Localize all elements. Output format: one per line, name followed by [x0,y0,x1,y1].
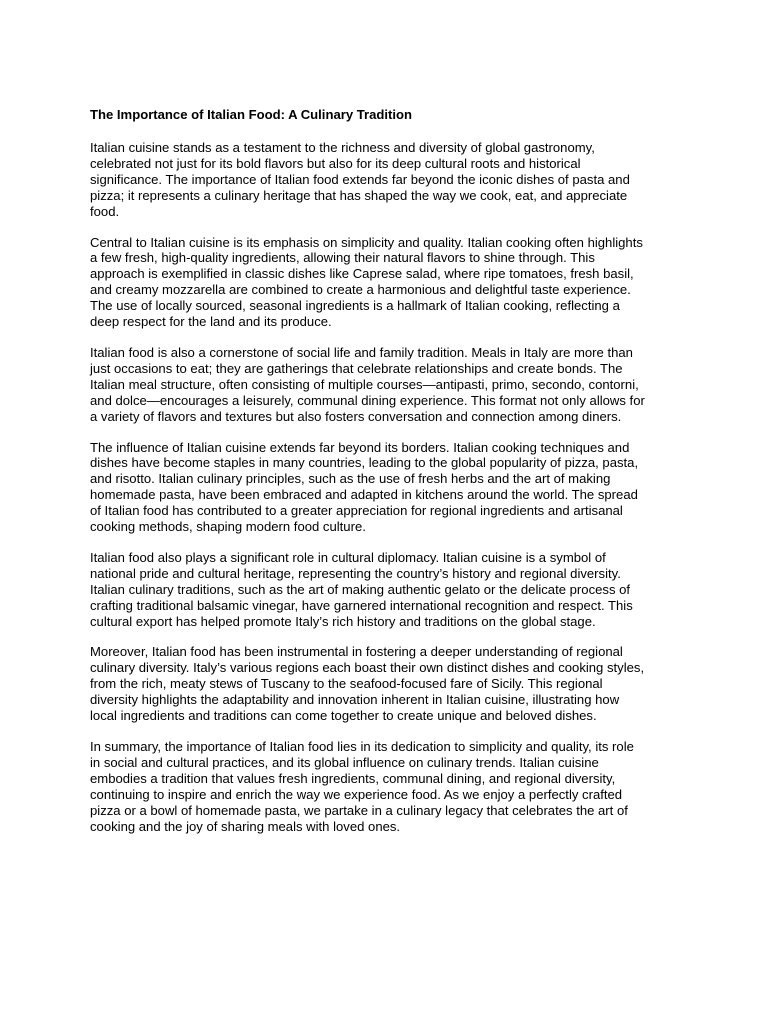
paragraph-line: crafting traditional balsamic vinegar, have garnered international recognition and respect. This [90,597,633,613]
paragraph-line: culinary diversity. Italy’s various regions each boast their own distinct dishes and cooking styles, [90,660,645,676]
paragraph-line: and dolce—encourages a leisurely, communal dining experience. This format not only allows for [90,392,645,408]
paragraph-line: Central to Italian cuisine is its emphasis on simplicity and quality. Italian cooking often highlights [90,234,643,250]
paragraph-line: pizza; it represents a culinary heritage that has shaped the way we cook, eat, and appreciate [90,187,628,203]
paragraph-line: of Italian food has contributed to a greater appreciation for regional ingredients and artisanal [90,503,623,519]
paragraph-line: Italian food also plays a significant role in cultural diplomacy. Italian cuisine is a symbol of [90,549,606,565]
paragraph-line: food. [90,203,120,219]
paragraph-line: In summary, the importance of Italian food lies in its dedication to simplicity and quality, its role [90,739,634,754]
paragraph-3 [90,345,690,425]
paragraph-7 [90,739,690,834]
paragraph-6 [90,644,690,724]
paragraph-line: local ingredients and traditions can come together to create unique and beloved dishes. [90,708,597,724]
paragraph-line: embodies a tradition that values fresh ingredients, communal dining, and regional diversity, [90,770,616,786]
paragraph-line: Italian cuisine stands as a testament to the richness and diversity of global gastronomy, [90,140,595,155]
paragraph-line: Italian meal structure, often consisting of multiple courses—antipasti, primo, secondo, contorni, [90,376,639,392]
paragraph-line: in social and cultural practices, and its global influence on culinary trends. Italian cuisine [90,754,599,770]
paragraph-line: cooking methods, shaping modern food culture. [90,519,366,535]
paragraph-line: a variety of flavors and textures but also fosters conversation and connection among diners. [90,408,622,424]
paragraph-line: cooking and the joy of sharing meals with loved ones. [90,818,401,834]
paragraph-line: deep respect for the land and its produce. [90,314,332,330]
paragraph-4 [90,440,690,535]
paragraph-2 [90,235,690,330]
document-body [90,106,690,849]
paragraph-5 [90,550,690,630]
paragraph-line: Italian food is also a cornerstone of social life and family tradition. Meals in Italy are more than [90,344,633,360]
paragraph-line: pizza or a bowl of homemade pasta, we partake in a culinary legacy that celebrates the art of [90,802,628,818]
paragraph-line: cultural export has helped promote Italy’s rich history and traditions on the global stage. [90,613,596,629]
paragraph-line: The influence of Italian cuisine extends far beyond its borders. Italian cooking techniques and [90,439,630,455]
paragraph-line: homemade pasta, have been embraced and adapted in kitchens around the world. The spread [90,487,638,503]
paragraph-line: celebrated not just for its bold flavors but also for its deep cultural roots and historical [90,155,581,171]
paragraph-line: and creamy mozzarella are combined to create a harmonious and delightful taste experience. [90,282,631,298]
paragraph-line: a few fresh, high-quality ingredients, allowing their natural flavors to shine through. This [90,250,595,266]
paragraph-line: just occasions to eat; they are gatherings that celebrate relationships and create bonds. The [90,360,623,376]
paragraph-line: from the rich, meaty stews of Tuscany to the seafood-focused fare of Sicily. This regional [90,676,603,692]
paragraph-line: significance. The importance of Italian food extends far beyond the iconic dishes of pasta and [90,171,630,187]
paragraph-line: The use of locally sourced, seasonal ingredients is a hallmark of Italian cooking, reflecting a [90,298,620,314]
document-title: The Importance of Italian Food: A Culinary Tradition [90,107,413,122]
paragraph-line: national pride and cultural heritage, representing the country’s history and regional diversity. [90,565,621,581]
paragraph-line: Moreover, Italian food has been instrumental in fostering a deeper understanding of regional [90,644,623,660]
paragraph-line: diversity highlights the adaptability and innovation inherent in Italian cuisine, illustrating how [90,692,620,708]
paragraph-line: Italian culinary traditions, such as the art of making authentic gelato or the delicate process of [90,581,631,597]
paragraph-line: and risotto. Italian culinary principles, such as the use of fresh herbs and the art of making [90,471,611,487]
paragraph-line: approach is exemplified in classic dishes like Caprese salad, where ripe tomatoes, fresh basil, [90,266,634,282]
paragraph-line: continuing to inspire and enrich the way we experience food. As we enjoy a perfectly crafted [90,786,623,802]
paragraph-line: dishes have become staples in many countries, leading to the global popularity of pizza, pasta, [90,455,639,471]
paragraph-1 [90,140,690,220]
